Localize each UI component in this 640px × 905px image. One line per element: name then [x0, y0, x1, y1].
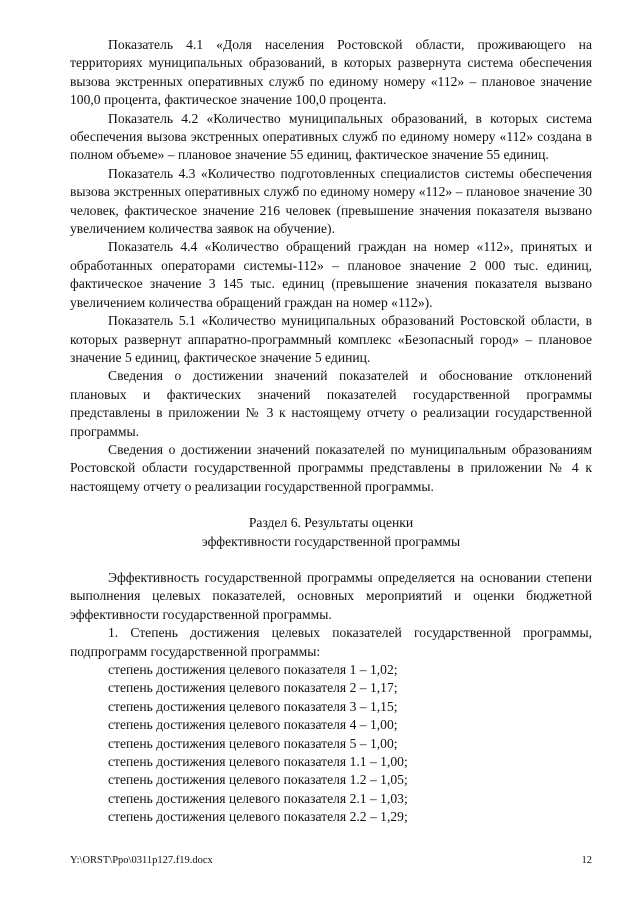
degree-list: [70, 661, 592, 827]
section-heading-line-2: эффективности государственной программы: [201, 533, 461, 549]
paragraph-indicator-4-2: Показатель 4.2 «Количество муниципальных образований, в которых система обеспечения вызова экстренных оперативных служб по единому номеру «112» создана в полном объеме» – плановое значение 55 единиц, фактическое значение 55 единиц.: [70, 110, 592, 163]
list-item: степень достижения целевого показателя 1.1 – 1,00;: [108, 754, 408, 770]
list-item: степень достижения целевого показателя 2.1 – 1,03;: [108, 790, 408, 806]
paragraph-indicator-5-1: Показатель 5.1 «Количество муниципальных образований Ростовской области, в которых развернут аппаратно-программный комплекс «Безопасный город» – плановое значение 5 единиц, фактическое значение 5 единиц.: [70, 313, 592, 365]
footer-file-path: Y:\ORST\Ppo\0311p127.f19.docx: [70, 855, 213, 866]
section-heading-line-1: Раздел 6. Результаты оценки: [248, 515, 414, 531]
list-item: степень достижения целевого показателя 1.2 – 1,05;: [108, 772, 408, 788]
spacer: [70, 496, 592, 514]
paragraph-degree-intro: 1. Степень достижения целевых показателей государственной программы, подпрограмм государственной программы:: [70, 625, 592, 659]
list-item: степень достижения целевого показателя 4 – 1,00;: [108, 717, 398, 733]
paragraph-indicator-4-1: Показатель 4.1 «Доля населения Ростовской области, проживающего на территориях муниципальных образований, в которых развернута система обеспечения вызова экстренных оперативных служб по единому номеру «112» – плановое значение 100,0 процента, фактическое значение 100,0 процента.: [70, 37, 592, 108]
paragraph-appendix-4: Сведения о достижении значений показателей по муниципальным образованиям Ростовской области государственной программы представлены в приложении № 4 к настоящему отчету о реализации государственной программы.: [70, 441, 592, 494]
paragraph-appendix-3: Сведения о достижении значений показателей и обоснование отклонений плановых и фактических значений показателей государственной программы представлены в приложении № 3 к настоящему отчету о реализации государственной программы.: [70, 368, 592, 439]
list-item: степень достижения целевого показателя 3 – 1,15;: [108, 698, 398, 714]
spacer: [70, 551, 592, 569]
paragraph-indicator-4-3: Показатель 4.3 «Количество подготовленных специалистов системы обеспечения вызова экстренных оперативных служб по единому номеру «112» – плановое значение 30 человек, фактическое значение 216 человек (превышение значения показателя вызвано увеличением количества заявок на обучение).: [70, 165, 592, 237]
list-item: степень достижения целевого показателя 2 – 1,17;: [108, 680, 398, 696]
list-item: степень достижения целевого показателя 5 – 1,00;: [108, 735, 398, 751]
list-item: степень достижения целевого показателя 1 – 1,02;: [108, 662, 398, 677]
page-number: 12: [581, 855, 592, 866]
paragraph-efficiency: Эффективность государственной программы определяется на основании степени выполнения целевых показателей, основных мероприятий и оценки бюджетной эффективности государственной программы.: [70, 569, 592, 622]
list-item: степень достижения целевого показателя 2.2 – 1,29;: [108, 809, 408, 825]
paragraph-indicator-4-4: Показатель 4.4 «Количество обращений граждан на номер «112», принятых и обработанных операторами системы-112» – плановое значение 2 000 тыс. единиц, фактическое значение 3 145 тыс. единиц (превышение значения показателя вызвано увеличением количества обращений граждан на номер «112»).: [70, 239, 592, 310]
page-content: [70, 36, 592, 827]
